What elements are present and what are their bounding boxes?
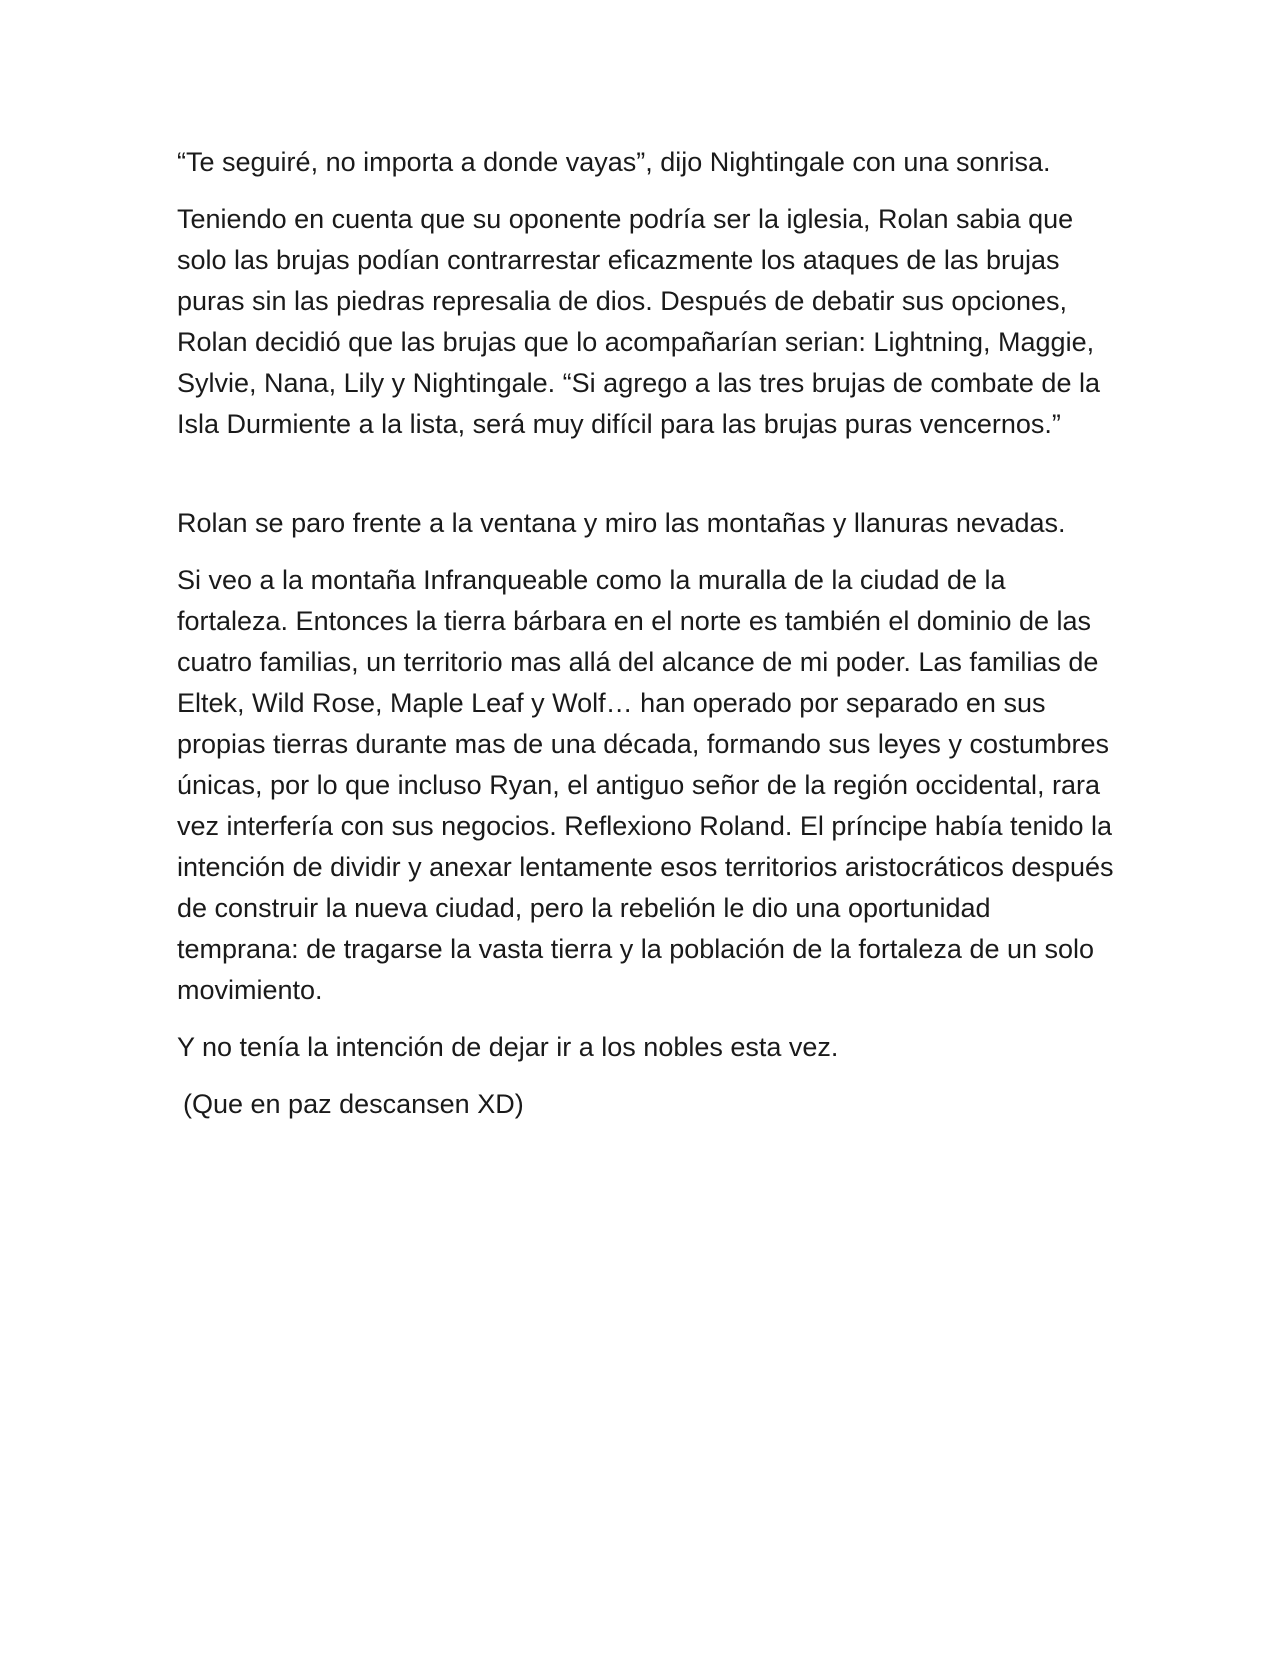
paragraph-reflection: Si veo a la montaña Infranqueable como la muralla de la ciudad de la fortaleza. Entonces la tierra bárbara en el norte es también el dominio de las cuatro familias, un territorio mas allá del alcance de mi poder. Las familias de Eltek, Wild Rose, Maple Leaf y Wolf… han operado por separado en sus propias tierras durante mas de una década, formando sus leyes y costumbres únicas, por lo que incluso Ryan, el antiguo señor de la región occidental, rara vez interfería con sus negocios. Reflexiono Roland. El príncipe había tenido la intención de dividir y anexar lentamente esos territorios aristocráticos después de construir la nueva ciudad, pero la rebelión le dio una oportunidad temprana: de tragarse la vasta tierra y la población de la fortaleza de un solo movimiento. <box>177 565 1114 1005</box>
paragraph-note: (Que en paz descansen XD) <box>183 1089 524 1119</box>
paragraph-nobles: Y no tenía la intención de dejar ir a los nobles esta vez. <box>177 1032 839 1062</box>
paragraph-nightingale-reply: “Te seguiré, no importa a donde vayas”, dijo Nightingale con una sonrisa. <box>177 147 1051 177</box>
paragraph-witch-selection: Teniendo en cuenta que su oponente podría ser la iglesia, Rolan sabia que solo las brujas podían contrarrestar eficazmente los ataques de las brujas puras sin las piedras represalia de dios. Después de debatir sus opciones, Rolan decidió que las brujas que lo acompañarían serian: Lightning, Maggie, Sylvie, Nana, Lily y Nightingale. “Si agrego a las tres brujas de combate de la Isla Durmiente a la lista, será muy difícil para las brujas puras vencernos.” <box>177 204 1100 439</box>
document-body <box>177 142 1117 1141</box>
paragraph-window-view: Rolan se paro frente a la ventana y miro las montañas y llanuras nevadas. <box>177 508 1066 538</box>
